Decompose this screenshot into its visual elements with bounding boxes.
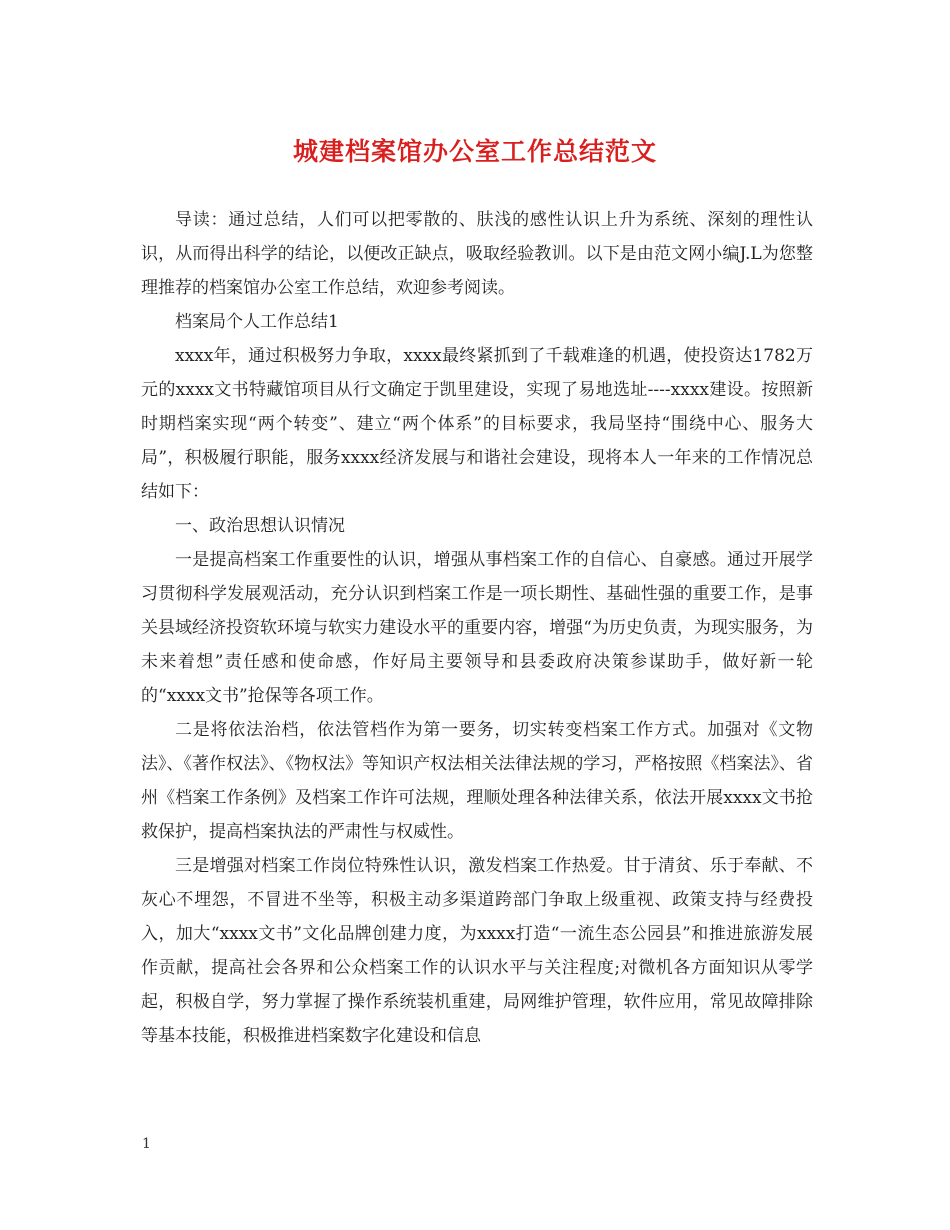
paragraph-section-heading: 一、政治思想认识情况 — [175, 516, 345, 536]
paragraph-overview: xxxx年，通过积极努力争取，xxxx最终紧抓到了千载难逢的机遇，使投资达1782万元的xxxx文书特藏馆项目从行文确定于凯里建设，实现了易地选址----xxxx建设。按照新时期档案实现“两个转变”、建立“两个体系”的目标要求，我局坚持“围绕中心、服务大局”，积极履行职能，服务xxxx经济发展与和谐社会建设，现将本人一年来的工作情况总结如下： — [141, 346, 813, 502]
paragraph-subtitle: 档案局个人工作总结1 — [175, 312, 339, 332]
document-body — [141, 203, 813, 1053]
page-number: 1 — [142, 1136, 151, 1152]
paragraph-intro: 导读：通过总结，人们可以把零散的、肤浅的感性认识上升为系统、深刻的理性认识，从而得出科学的结论，以便改正缺点，吸取经验教训。以下是由范文网小编J.L为您整理推荐的档案馆办公室工作总结，欢迎参考阅读。 — [141, 210, 813, 298]
paragraph-point-one: 一是提高档案工作重要性的认识，增强从事档案工作的自信心、自豪感。通过开展学习贯彻科学发展观活动，充分认识到档案工作是一项长期性、基础性强的重要工作，是事关县域经济投资软环境与软实力建设水平的重要内容，增强“为历史负责，为现实服务，为未来着想”责任感和使命感，作好局主要领导和县委政府决策参谋助手，做好新一轮的“xxxx文书”抢保等各项工作。 — [141, 550, 813, 706]
paragraph-point-three: 三是增强对档案工作岗位特殊性认识，激发档案工作热爱。甘于清贫、乐于奉献、不灰心不埋怨，不冒进不坐等，积极主动多渠道跨部门争取上级重视、政策支持与经费投入，加大“xxxx文书”文化品牌创建力度，为xxxx打造“一流生态公园县”和推进旅游发展作贡献，提高社会各界和公众档案工作的认识水平与关注程度;对微机各方面知识从零学起，积极自学，努力掌握了操作系统装机重建，局网维护管理，软件应用，常见故障排除等基本技能，积极推进档案数字化建设和信息 — [141, 856, 813, 1046]
paragraph-point-two: 二是将依法治档，依法管档作为第一要务，切实转变档案工作方式。加强对《文物法》、《著作权法》、《物权法》等知识产权法相关法律法规的学习，严格按照《档案法》、省州《档案工作条例》及档案工作许可法规，理顺处理各种法律关系，依法开展xxxx文书抢救保护，提高档案执法的严肃性与权威性。 — [141, 720, 813, 842]
document-title: 城建档案馆办公室工作总结范文 — [292, 137, 657, 166]
